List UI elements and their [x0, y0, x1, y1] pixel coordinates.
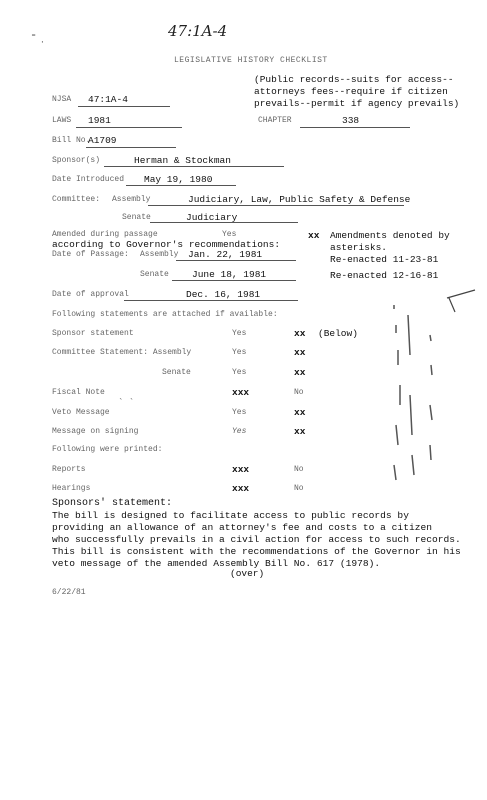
passage-senate-label: Senate	[140, 270, 169, 279]
statement-mark: No	[294, 388, 304, 397]
bill-underline	[86, 147, 176, 148]
njsa-label: NJSA	[52, 95, 72, 104]
committee-label: Committee:	[52, 195, 101, 204]
statement-note: (Below)	[318, 328, 358, 339]
date-introduced-value: May 19, 1980	[144, 174, 213, 185]
laws-value: 1981	[88, 115, 111, 126]
bill-value: A1709	[88, 135, 117, 146]
chapter-label: CHAPTER	[258, 116, 292, 125]
printed-heading: Following were printed:	[52, 445, 163, 454]
passage-senate-underline	[172, 280, 296, 281]
statement-label: Sponsor statement	[52, 329, 134, 338]
footer-date: 6/22/81	[52, 588, 86, 597]
sponsors-underline	[104, 166, 284, 167]
approval-underline	[124, 300, 298, 301]
subject-line-3: prevails--permit if agency prevails)	[254, 98, 460, 109]
statement-label: Committee Statement: Assembly	[52, 348, 192, 357]
chapter-value: 338	[342, 115, 360, 126]
sponsors-statement-heading: Sponsors' statement:	[52, 498, 173, 509]
sponsors-statement-line-3: who successfully prevails in a civil action for access to such records.	[52, 534, 461, 545]
statement-yes: Yes	[232, 408, 247, 417]
statement-yes: Yes	[232, 427, 247, 436]
committee-assembly-underline	[148, 205, 404, 206]
printed-label: Reports	[52, 465, 86, 474]
stray-mark: ·	[40, 38, 45, 47]
statement-yes: Yes	[232, 348, 247, 357]
approval-label: Date of approval	[52, 290, 129, 299]
laws-underline	[76, 127, 182, 128]
statement-yes: Yes	[232, 329, 247, 338]
subject-line-1: (Public records--suits for access--	[254, 74, 454, 85]
amendments-note-line-1: Amendments denoted by	[330, 230, 450, 241]
statement-mark: xx	[294, 367, 306, 378]
amended-label: Amended during passage	[52, 230, 158, 239]
stray-mark: ` `	[118, 398, 135, 408]
printed-mark: No	[294, 465, 304, 474]
statement-label: Senate	[162, 368, 191, 377]
committee-assembly-label: Assembly	[112, 195, 151, 204]
handwritten-number: 47:1A-4	[168, 22, 228, 40]
approval-value: Dec. 16, 1981	[186, 289, 261, 300]
sponsors-statement-line-5: veto message of the amended Assembly Bill No. 617 (1978).	[52, 558, 381, 569]
sponsors-statement-line-2: providing an allowance of an attorney's fee and costs to a citizen	[52, 522, 432, 533]
printed-label: Hearings	[52, 484, 91, 493]
njsa-underline	[78, 106, 170, 107]
attached-heading: Following statements are attached if available:	[52, 310, 278, 319]
sponsors-statement-line-1: The bill is designed to facilitate access to public records by	[52, 510, 409, 521]
statement-mark: xx	[294, 426, 306, 437]
statement-mark: xx	[294, 347, 306, 358]
passage-label: Date of Passage:	[52, 250, 129, 259]
amended-mark: xx	[308, 230, 320, 241]
bill-label: Bill No.	[52, 136, 91, 145]
printed-yes: xxx	[232, 483, 250, 494]
passage-senate-value: June 18, 1981	[192, 269, 267, 280]
statement-mark: xx	[294, 407, 306, 418]
passage-assembly-value: Jan. 22, 1981	[188, 249, 263, 260]
date-introduced-label: Date Introduced	[52, 175, 125, 184]
sponsors-value: Herman & Stockman	[134, 155, 231, 166]
margin-bracket-mark	[445, 282, 485, 322]
margin-stamp-marks	[360, 295, 440, 495]
passage-assembly-label: Assembly	[140, 250, 179, 259]
chapter-underline	[300, 127, 410, 128]
statement-label: Fiscal Note	[52, 388, 105, 397]
amended-yes: Yes	[222, 230, 237, 239]
njsa-value: 47:1A-4	[88, 94, 128, 105]
amendments-note-line-2: asterisks.	[330, 242, 388, 253]
reenacted-first: Re-enacted 11-23-81	[330, 254, 439, 265]
over-note: (over)	[230, 568, 265, 579]
statement-label: Message on signing	[52, 427, 139, 436]
date-introduced-underline	[126, 185, 236, 186]
committee-senate-value: Judiciary	[186, 212, 238, 223]
statement-mark: xx	[294, 328, 306, 339]
sponsors-statement-line-4: This bill is consistent with the recommendations of the Governor in his	[52, 546, 461, 557]
statement-yes: Yes	[232, 368, 247, 377]
amended-note: according to Governor's recommendations:	[52, 239, 281, 250]
reenacted-second: Re-enacted 12-16-81	[330, 270, 439, 281]
statement-label: Veto Message	[52, 408, 110, 417]
committee-assembly-value: Judiciary, Law, Public Safety & Defense	[188, 194, 411, 205]
statement-yes: xxx	[232, 387, 250, 398]
committee-senate-label: Senate	[122, 213, 151, 222]
printed-mark: No	[294, 484, 304, 493]
sponsors-label: Sponsor(s)	[52, 156, 101, 165]
subject-line-2: attorneys fees--require if citizen	[254, 86, 448, 97]
stray-mark: -	[30, 28, 38, 42]
passage-assembly-underline	[176, 260, 296, 261]
printed-yes: xxx	[232, 464, 250, 475]
laws-label: LAWS	[52, 116, 72, 125]
page-heading: LEGISLATIVE HISTORY CHECKLIST	[174, 56, 328, 65]
